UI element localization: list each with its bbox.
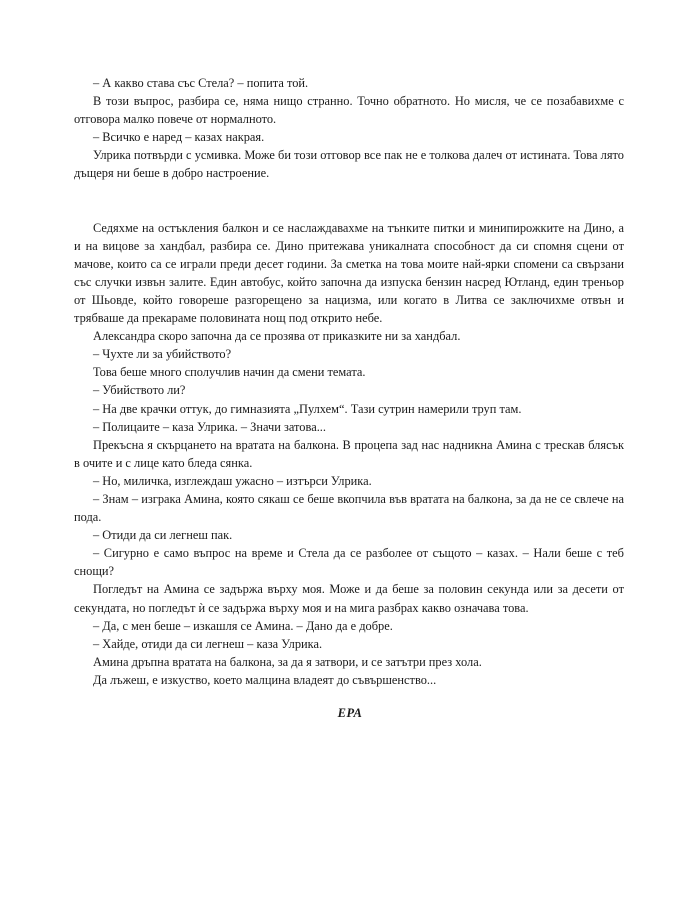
paragraph: Улрика потвърди с усмивка. Може би този отговор все пак не е толкова далеч от истината. Това лято дъщеря ни беше в добро настроение. [74, 148, 624, 181]
paragraph: – На две крачки оттук, до гимназията „Пулхем“. Тази сутрин намерили труп там. [93, 401, 522, 416]
paragraph: В този въпрос, разбира се, няма нищо странно. Точно обратното. Но мисля, че се позабавихме с отговора малко повече от нормалното. [74, 94, 624, 127]
paragraph: – Убийството ли? [93, 383, 186, 398]
paragraph: Да лъжеш, е изкуство, което малцина владеят до съвършенство... [93, 672, 437, 687]
paragraph: – Но, миличка, изглеждаш ужасно – изтърси Улрика. [93, 473, 372, 488]
paragraph: – Всичко е наред – казах накрая. [93, 130, 265, 145]
paragraph: – Знам – изграка Амина, която сякаш се беше вкопчила във вратата на балкона, за да не се свлече на пода. [74, 491, 624, 525]
paragraph: – Полицаите – каза Улрика. – Значи затова... [93, 419, 326, 434]
body-text [74, 74, 624, 689]
paragraph: Погледът на Амина се задържа върху моя. Може и да беше за половин секунда или за десети от секундата, но погледът ѝ се задържа върху моя и на мига разбрах какво означава това. [74, 582, 624, 615]
paragraph: Александра скоро започна да се прозява от приказките ни за хандбал. [93, 329, 461, 344]
paragraph: – Хайде, отиди да си легнеш – каза Улрика. [93, 636, 323, 651]
paragraph: Седяхме на остъкления балкон и се наслаждавахме на тънките питки и минипирожките на Дино, а и на вицове за хандбал, разбира се. Дино притежава уникалната способност да си спомня сцени от мачове, които са се играли преди десет години. За сметка на това моите най-ярки спомени са свързани със случки извън залите. Един автобус, който започна да изпуска бензин насред Ютланд, един треньор от Шьовде, който говореше разгорещено за нацизма, или когато в Литва се заключихме отвън и трябваше да прекараме половината нощ под открито небе. [74, 220, 624, 326]
paragraph: – А какво става със Стела? – попита той. [93, 76, 309, 90]
section-gap [74, 183, 624, 219]
paragraph: – Да, с мен беше – изкашля се Амина. – Дано да е добре. [93, 618, 393, 633]
ending-mark: ЕРА [337, 706, 363, 720]
paragraph: Прекъсна я скърцането на вратата на балкона. В процепа зад нас надникна Амина с трескав блясък в очите и с лице като бледа сянка. [74, 437, 624, 470]
paragraph: – Сигурно е само въпрос на време и Стела да се разболее от същото – казах. – Нали беше с теб снощи? [74, 546, 624, 579]
paragraph: – Чухте ли за убийството? [93, 347, 232, 362]
paragraph: Амина дръпна вратата на балкона, за да я затвори, и се затътри през хола. [93, 654, 482, 669]
paragraph: – Отиди да си легнеш пак. [93, 528, 233, 543]
paragraph: Това беше много сполучлив начин да смени темата. [93, 365, 366, 380]
